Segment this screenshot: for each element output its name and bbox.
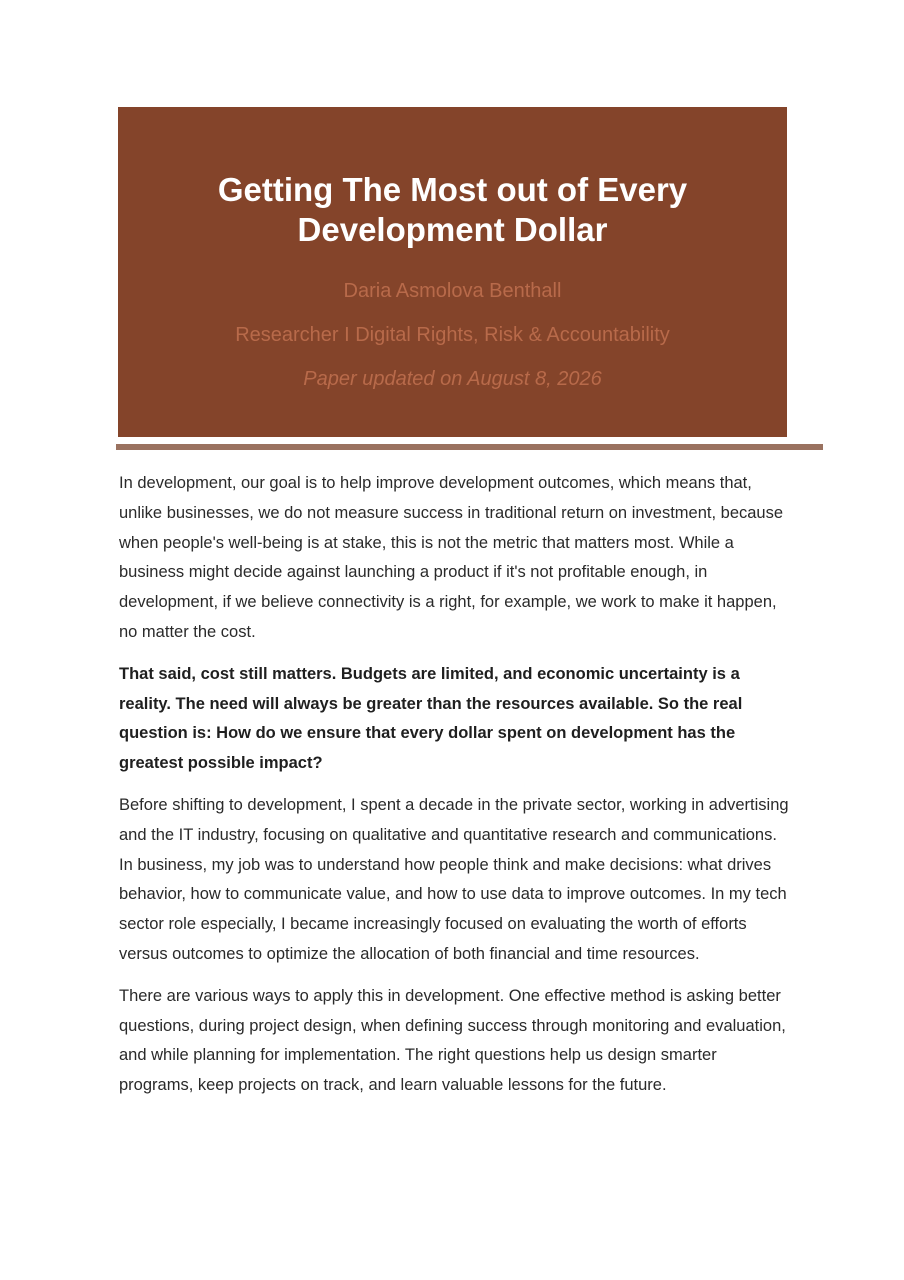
paragraph-key-question: That said, cost still matters. Budgets are limited, and economic uncertainty is a reality. The need will always be greater than the resources available. So the real question is: How do we ensure that every dollar spent on development has the greatest possible impact?: [119, 664, 743, 773]
article-body: [119, 469, 791, 1113]
paragraph-methods: There are various ways to apply this in development. One effective method is asking better questions, during project design, when defining success through monitoring and evaluation, and while planning for implementation. The right questions help us design smarter programs, keep projects on track, and learn valuable lessons for the future.: [119, 986, 786, 1095]
page-title: Getting The Most out of Every Development Dollar: [217, 171, 688, 248]
header-banner: [118, 107, 787, 437]
author-role: Researcher I Digital Rights, Risk & Accountability: [235, 324, 670, 346]
author-name: Daria Asmolova Benthall: [343, 280, 562, 302]
paragraph-background: Before shifting to development, I spent a decade in the private sector, working in advertising and the IT industry, focusing on qualitative and quantitative research and communications. In business, my job was to understand how people think and make decisions: what drives behavior, how to communicate value, and how to use data to improve outcomes. In my tech sector role especially, I became increasingly focused on evaluating the worth of efforts versus outcomes to optimize the allocation of both financial and time resources.: [119, 795, 789, 963]
paragraph-intro: In development, our goal is to help improve development outcomes, which means that, unlike businesses, we do not measure success in traditional return on investment, because when people's well-being is at stake, this is not the metric that matters most. While a business might decide against launching a product if it's not profitable enough, in development, if we believe connectivity is a right, for example, we work to make it happen, no matter the cost.: [119, 474, 784, 641]
header-divider: [116, 444, 823, 450]
updated-date: Paper updated on August 8, 2026: [303, 368, 602, 390]
